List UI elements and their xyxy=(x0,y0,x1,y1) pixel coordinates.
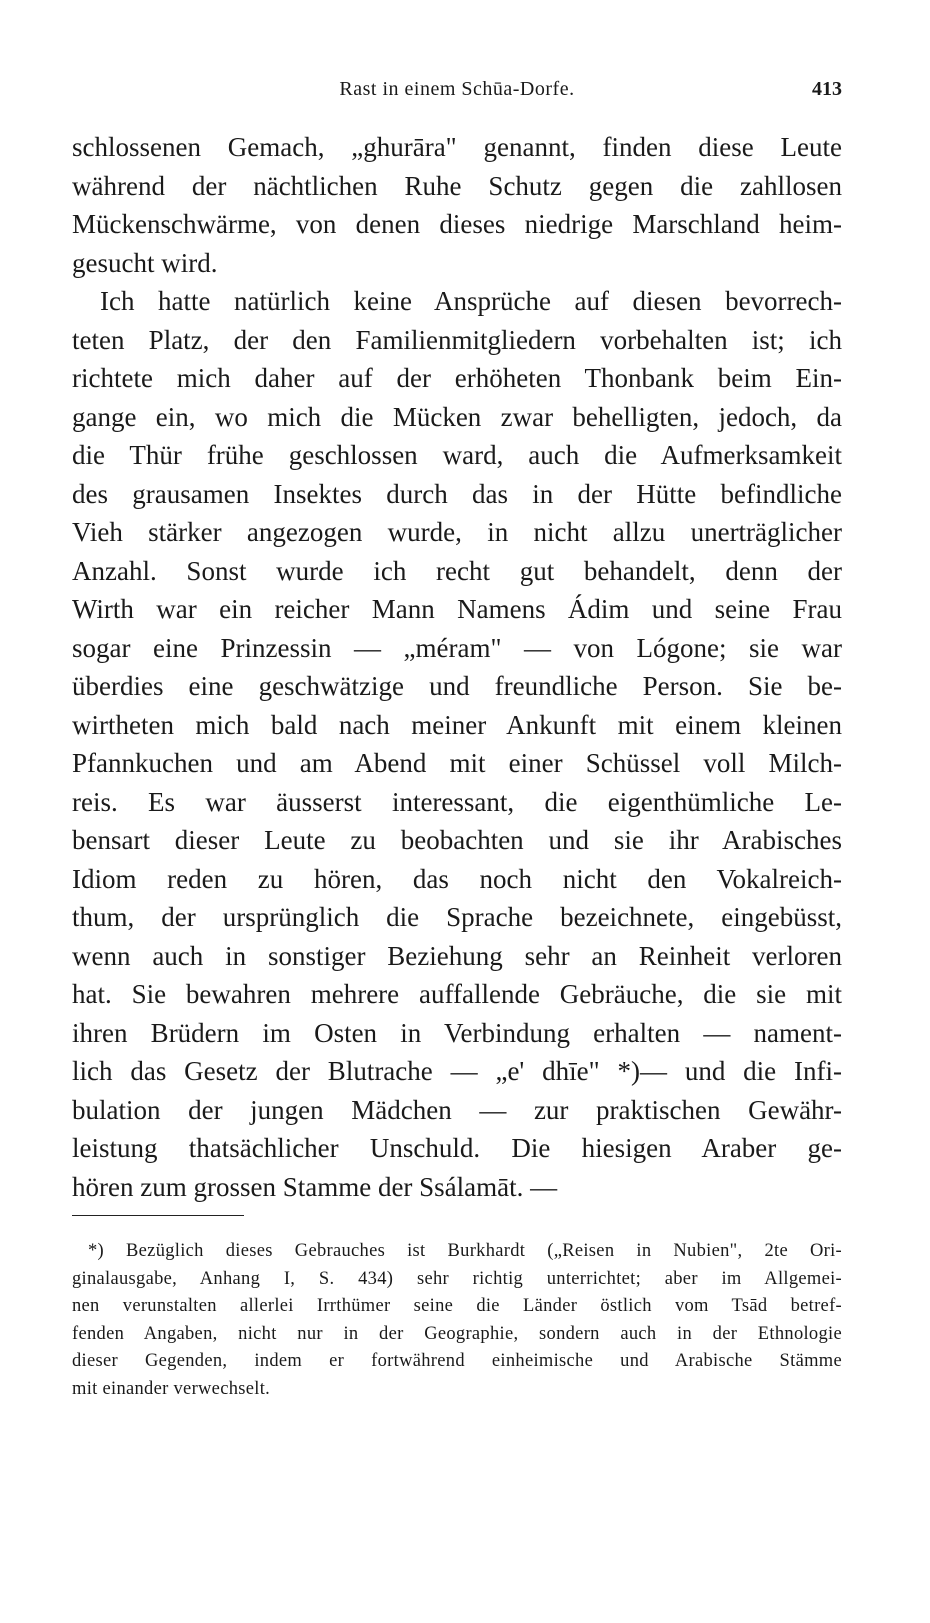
text-line: während der nächtlichen Ruhe Schutz gegen die zahllosen xyxy=(72,170,842,201)
text-line: wirtheten mich bald nach meiner Ankunft mit einem kleinen xyxy=(72,709,842,740)
text-line: die Thür frühe geschlossen ward, auch die Aufmerksamkeit xyxy=(72,440,842,470)
text-line: Ich hatte natürlich keine Ansprüche auf diesen bevorrech- xyxy=(100,286,842,316)
footnote xyxy=(72,1238,842,1403)
text-line: Pfannkuchen und am Abend mit einer Schüssel voll Milch- xyxy=(72,748,842,778)
footnote-line: *) Bezüglich dieses Gebrauches ist Burkhardt („Reisen in Nubien", 2te Ori- xyxy=(88,1241,842,1261)
text-line: sogar eine Prinzessin — „méram" — von Lógone; sie war xyxy=(72,632,842,663)
text-line: teten Platz, der den Familienmitgliedern vorbehalten ist; ich xyxy=(72,324,842,355)
text-line: hat. Sie bewahren mehrere auffallende Gebräuche, die sie mit xyxy=(72,979,842,1009)
text-line: ihren Brüdern im Osten in Verbindung erhalten — nament- xyxy=(72,1017,842,1048)
text-line: bulation der jungen Mädchen — zur praktischen Gewähr- xyxy=(72,1094,842,1125)
text-line: Idiom reden zu hören, das noch nicht den Vokalreich- xyxy=(72,863,842,894)
text-line: wenn auch in sonstiger Beziehung sehr an Reinheit verloren xyxy=(72,940,842,971)
footnote-divider xyxy=(72,1215,244,1216)
text-line: Mückenschwärme, von denen dieses niedrige Marschland heim- xyxy=(72,209,842,239)
text-line: überdies eine geschwätzige und freundliche Person. Sie be- xyxy=(72,671,842,701)
text-line: schlossenen Gemach, „ghurāra" genannt, finden diese Leute xyxy=(72,132,842,162)
text-line: gange ein, wo mich die Mücken zwar behelligten, jedoch, da xyxy=(72,401,842,432)
text-line: richtete mich daher auf der erhöheten Thonbank beim Ein- xyxy=(72,363,842,393)
text-line: lich das Gesetz der Blutrache — „e' dhīe" *)— und die Infi- xyxy=(72,1056,842,1086)
text-line: bensart dieser Leute zu beobachten und sie ihr Arabisches xyxy=(72,825,842,855)
text-line: leistung thatsächlicher Unschuld. Die hiesigen Araber ge- xyxy=(72,1133,842,1163)
footnote-line: fenden Angaben, nicht nur in der Geographie, sondern auch in der Ethnologie xyxy=(72,1323,842,1344)
text-line: thum, der ursprünglich die Sprache bezeichnete, eingebüsst, xyxy=(72,902,842,932)
footnote-line: dieser Gegenden, indem er fortwährend einheimische und Arabische Stämme xyxy=(72,1351,842,1371)
text-line: des grausamen Insektes durch das in der Hütte befindliche xyxy=(72,478,842,509)
page-number: 413 xyxy=(812,78,842,100)
text-line: gesucht wird. xyxy=(72,247,218,278)
text-line: Anzahl. Sonst wurde ich recht gut behandelt, denn der xyxy=(72,555,842,586)
text-line: Vieh stärker angezogen wurde, in nicht allzu unerträglicher xyxy=(72,517,842,547)
running-head xyxy=(72,78,842,108)
footnote-line: ginalausgabe, Anhang I, S. 434) sehr richtig unterrichtet; aber im Allgemei- xyxy=(72,1268,842,1289)
running-title: Rast in einem Schūa-Dorfe. xyxy=(339,78,575,100)
text-line: hören zum grossen Stamme der Ssálamāt. — xyxy=(72,1171,558,1202)
footnote-line: nen verunstalten allerlei Irrthümer seine die Länder östlich vom Tsād betref- xyxy=(72,1296,842,1316)
body-text xyxy=(72,128,842,1206)
footnote-line: mit einander verwechselt. xyxy=(72,1378,271,1399)
text-line: Wirth war ein reicher Mann Namens Ádim und seine Frau xyxy=(72,594,842,624)
text-line: reis. Es war äusserst interessant, die eigenthümliche Le- xyxy=(72,786,842,817)
